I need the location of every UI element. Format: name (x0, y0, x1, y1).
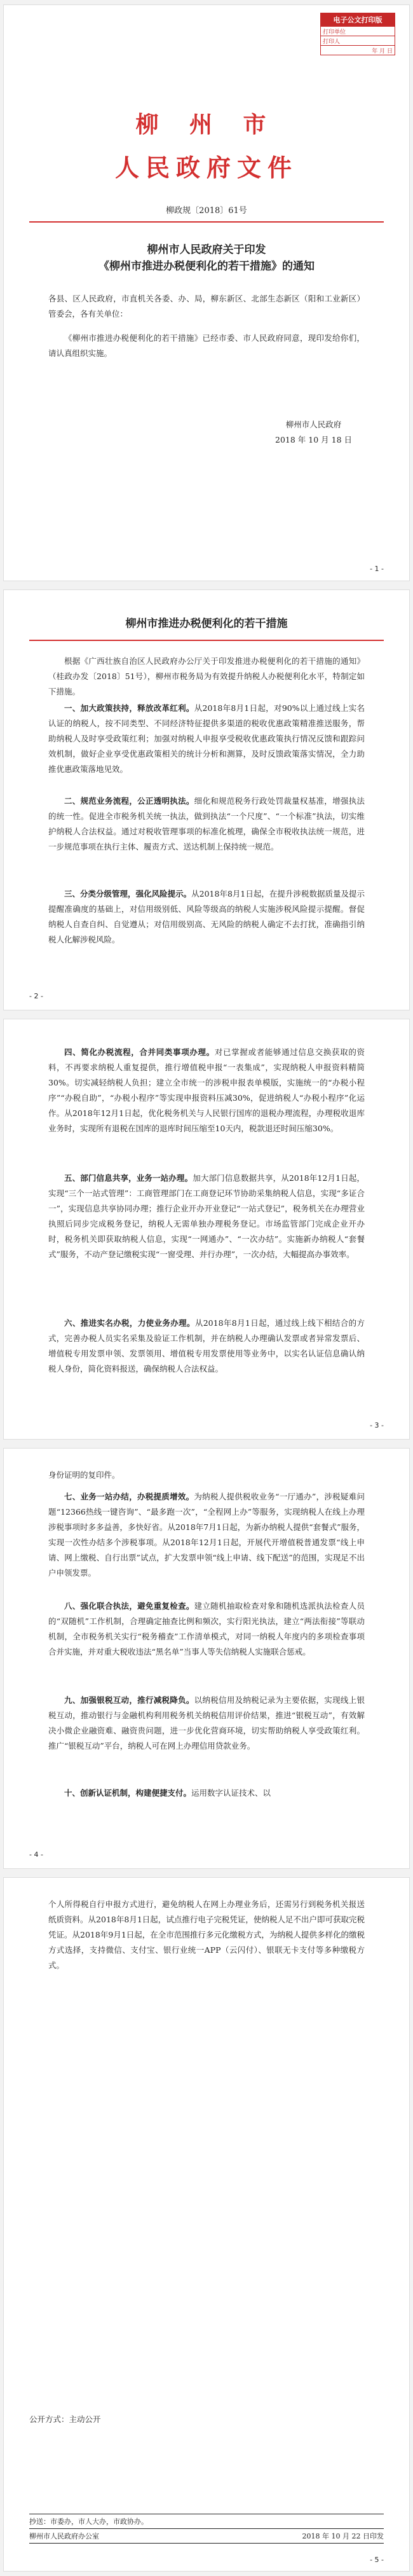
issuing-office: 柳州市人民政府办公室 (29, 2532, 99, 2540)
header-doc-title: 人民政府文件 (114, 154, 298, 182)
page-number: - 3 - (370, 1421, 384, 1429)
measure-5-title: 五、部门信息共享，业务一站办理。 (64, 1173, 193, 1183)
measure-7 (48, 1489, 365, 1581)
measure-2 (48, 794, 365, 855)
public-mode: 公开方式：主动公开 (29, 2414, 101, 2424)
measure-8 (48, 1599, 365, 1660)
page-5 (4, 1878, 409, 2571)
stamp-title: 电子公文打印版 (321, 13, 395, 26)
page-number: - 1 - (370, 565, 384, 573)
measure-3-text: 从2018年8月1日起，在提升涉税数据质量及提示提醒准确度的基础上，对信用级别低、风险等级高的纳税人实施涉税风险提示提醒。督促纳税人自查自纠、自觉遵从；对信用级别高、无风险的纳税人确定不去打扰，准确指引纳税人化解涉税风险。 (48, 889, 365, 944)
measure-7-title: 七、业务一站办结，办税提质增效。 (64, 1492, 194, 1501)
measure-2-title: 二、规范业务流程，公正透明执法。 (64, 796, 194, 806)
red-divider (29, 640, 384, 641)
measure-6-continued: 身份证明的复印件。 (48, 1470, 120, 1480)
measure-4-title: 四、简化办税流程，合并同类事项办理。 (64, 1047, 215, 1057)
measure-3 (48, 886, 365, 947)
measure-1-title: 一、加大政策扶持，释放改革红利。 (64, 703, 194, 713)
measure-3-title: 三、分类分级管理，强化风险提示。 (64, 889, 192, 899)
stamp-print-unit: 打印单位 (323, 29, 346, 36)
measures-title: 柳州市推进办税便利化的若干措施 (125, 617, 288, 630)
notice-title-line1: 柳州市人民政府关于印发 (147, 244, 266, 256)
measure-10-title: 十、创新认证机制，构建便捷支付。 (64, 1788, 192, 1798)
measure-9 (48, 1693, 365, 1754)
measure-6-text: 从2018年8月1日起，通过线上线下相结合的方式，完善办税人员实名采集及验证工作机制，并在纳税人办理确认发票或者异常发票后、增值税专用发票申领、发票领用、增值税专用发票使用等业务中，以实名认证信息确认纳税人身份，简化资料报送，确保纳税人合法权益。 (48, 1318, 365, 1374)
measure-8-title: 八、强化联合执法，避免重复检查。 (64, 1601, 194, 1611)
measure-6-title: 六、推进实名办税，力使业务办理。 (64, 1318, 195, 1328)
measure-6 (48, 1316, 365, 1377)
measure-1-text: 从2018年8月1日起，对90%以上通过线上实名认证的纳税人，按不同类型、不同经济特征提供多渠道的税收优惠政策精准推送服务，帮助纳税人及时享受政策红利；加强对纳税人申报享受税收优惠政策执行情况反馈和跟踪问效机制，做好企业享受优惠政策相关的统计分析和测算，及时反馈政策落实情况，全力助推优惠政策落地见效。 (48, 703, 365, 774)
page-number: - 2 - (29, 992, 43, 1000)
issuer-name: 柳州市人民政府 (285, 420, 342, 429)
print-date: 2018 年 10 月 22 日印发 (302, 2532, 384, 2540)
measure-9-text: 以纳税信用及纳税记录为主要依据，实现线上银税互动，推动银行与金融机构利用税务机关纳税信用评价结果，推进“银税互动”，有效解决小微企业融资难、融资贵问题，进一步优化营商环境，切实帮助纳税人享受政策红利。推广“银税互动”平台，纳税人可在网上办理信用贷款业务。 (48, 1695, 365, 1751)
red-divider (29, 221, 384, 223)
measure-10 (48, 1786, 365, 1801)
page-1 (4, 5, 409, 581)
page-4 (4, 1449, 409, 1868)
cc-list: 抄送：市委办，市人大办，市政协办。 (29, 2517, 148, 2526)
measures-intro: 根据《广西壮族自治区人民政府办公厅关于印发推进办税便利化的若干措施的通知》（桂政办发〔2018〕51号），柳州市税务局为有效提升纳税人办税便利化水平，特制定如下措施。 (48, 656, 365, 696)
stamp-date: 年 月 日 (372, 48, 393, 55)
print-stamp (320, 13, 395, 55)
measure-2-text: 细化和规范税务行政处罚裁量权基准，增强执法的统一性。促进全市税务机关统一执法，做到执法“一个尺度”、“一个标准”执法，切实维护纳税人合法权益。通过对税收管理事项的标准化梳理，确保全市税收执法统一规范，进一步规范事项在执行主体、履责方式、送达机制上保持统一规范。 (48, 796, 365, 851)
measure-10-text: 运用数字认证技术、以 (191, 1788, 271, 1798)
measure-5 (48, 1171, 365, 1262)
measure-10-continued: 个人所得税自行申报方式进行，避免纳税人在网上办理业务后，还需另行到税务机关报送纸质资料。从2018年8月1日起，试点推行电子完税凭证，使纳税人足不出户即可获取完税凭证。从2018年9月1日起，在全市范围推行多元化缴税方式，为纳税人提供多样化的缴税方式选择，支持微信、支付宝、银行业统一APP（云闪付）、银联无卡支付等多种缴税方式。 (48, 1899, 365, 1970)
page-number: - 5 - (370, 2556, 384, 2564)
measure-4-text: 对已掌握或者能够通过信息交换获取的资料，不再要求纳税人重复提供，推行增值税申报“一表集成”，实现纳税人申报资料精简30%。切实减轻纳税人负担；建立全市统一的涉税申报表单模版，实施统一的“办税小程序”“办税自助”，“办税小程序”等实现申报资料压减30%，促进纳税人“办税小程序”化运作。从2018年12月1日起，优化税务机关与人民银行国库的退税办理流程，办理税收退库业务时，实现所有退税在国库的退库时间压缩至10天内，税款退还时间压缩30%。 (48, 1047, 365, 1133)
issuer-signature (275, 417, 352, 448)
measure-1 (48, 701, 365, 777)
notice-title-line2: 《柳州市推进办税便利化的若干措施》的通知 (98, 260, 315, 273)
issue-date: 2018 年 10 月 18 日 (275, 435, 352, 444)
measure-9-title: 九、加强银税互动，推行减税降负。 (64, 1695, 194, 1705)
page-3 (4, 1019, 409, 1439)
measure-8-text: 建立随机抽取检查对象和随机选派执法检查人员的“双随机”工作机制，合理确定抽查比例和频次，实行阳光执法，建立“两法衔接”等联动机制，全市税务机关实行“税务稽查”工作清单模式，对同一纳税人年度内的多项检查事项合并实施，并对重大税收违法“黑名单”当事人等失信纳税人实施联合惩戒。 (48, 1601, 365, 1656)
measure-7-text: 为纳税人提供税收业务“一厅通办”，涉税疑难问题“12366热线一键咨询”、“最多跑一次”，“全程网上办”等服务，实现纳税人在线上办理涉税事项时多多益善，多快好省。从2018年7月1日起，为新办纳税人提供“套餐式”服务，实现一次性办结多个涉税事项。从2018年12月1日起，开展代开增值税普通发票“线上申请、网上缴税、自行出票”试点，扩大发票申领“线上申请、线下配送”的范围，实现足不出户申领发票。 (48, 1492, 365, 1578)
page-number: - 4 - (29, 1850, 43, 1859)
measure-5-text: 加大部门信息数据共享，从2018年12月1日起，实现“三个一站式管理”：工商管理部门在工商登记环节协助采集纳税人信息，实现“多证合一”，实现信息共享协同办理；推行企业开办开业登记“一站式登记”，税务机关在办理营业执照后同步完成税务登记，纳税人无需单独办理税务登记。市场监管部门完成企业开办时，税务机关即获取纳税人信息，实现“一网通办”、“一次办结”。实施新办纳税人“套餐式”服务，不动产登记缴税实现“一窗受理、并行办理”，一次办结，大幅提高办事效率。 (48, 1173, 365, 1259)
notice-body: 《柳州市推进办税便利化的若干措施》已经市委、市人民政府同意，现印发给你们，请认真组织实施。 (48, 333, 365, 358)
measure-4 (48, 1045, 365, 1136)
notice-recipients: 各县、区人民政府，市直机关各委、办、局，柳东新区、北部生态新区（阳和工业新区）管委会，各有关单位： (48, 294, 365, 319)
document-number: 柳政规〔2018〕61号 (166, 206, 247, 216)
header-city: 柳 州 市 (135, 112, 278, 138)
document-footer (29, 2514, 384, 2544)
page-2 (4, 590, 409, 1010)
stamp-printer: 打印人 (323, 38, 341, 45)
